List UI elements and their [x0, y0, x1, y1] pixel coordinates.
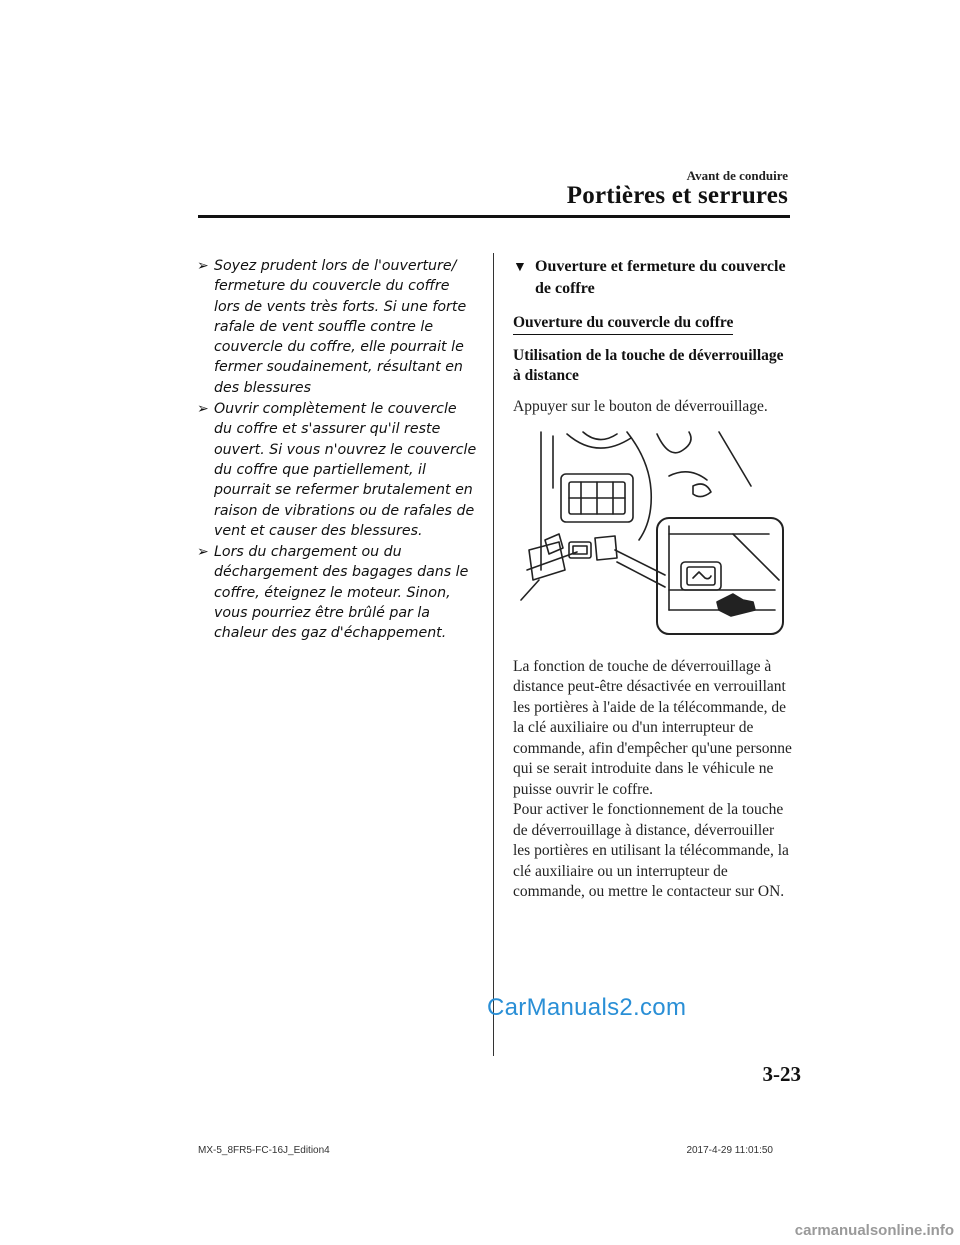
header-chapter: Portières et serrures [566, 182, 788, 209]
watermark-logo: CarManuals2.com [487, 994, 687, 1021]
note-disable: La fonction de touche de déverrouillage à distance peut-être désactivée en verrouillant les portières à l'aide de la télécommande, de la clé auxiliaire ou d'un interrupteur de commande, afin d'empêcher qu'une personne qui se serait introduite dans le véhicule ne puisse ouvrir le coffre. [513, 657, 792, 798]
section-heading-text: Ouverture et fermeture du couvercle de coffre [535, 258, 786, 297]
section-heading [513, 256, 793, 300]
note-enable: Pour activer le fonctionnement de la touche de déverrouillage à distance, déverrouiller les portières en utilisant la télécommande, la clé auxiliaire ou un interrupteur de commande, ou mettre le contacteur sur ON. [513, 801, 789, 900]
warning-text: Lors du chargement ou du déchargement des bagages dans le coffre, éteignez le moteur. Sinon, vous pourriez être brûlé par la chaleur des gaz d'échappement. [214, 544, 469, 642]
warnings-column [197, 256, 477, 645]
arrow-bullet-icon: ➢ [197, 544, 209, 561]
column-divider [493, 253, 494, 1056]
subsubheading: Utilisation de la touche de déverrouillage à distance [513, 347, 784, 384]
header-section: Avant de conduire [686, 168, 788, 183]
warning-text: Ouvrir complètement le couvercle du coffre et s'assurer qu'il reste ouvert. Si vous n'ouvrez le couvercle du coffre que partiellement, il pourrait se refermer brutalement en raison de vibrations ou de rafales de vent et causer des blessures. [214, 401, 477, 539]
warning-item [197, 256, 477, 398]
content-column [513, 256, 793, 903]
triangle-marker-icon: ▼ [513, 260, 527, 275]
footer-file-id: MX-5_8FR5-FC-16J_Edition4 [198, 1145, 330, 1156]
warning-text: Soyez prudent lors de l'ouverture/ fermeture du couvercle du coffre lors de vents très forts. Si une forte rafale de vent souffle contre le couvercle du coffre, elle pourrait le fermer soudainement, résultant en des blessures [214, 258, 467, 396]
warning-item [197, 399, 477, 541]
trunk-release-button-illustration [519, 430, 789, 638]
header-rule [198, 215, 790, 218]
subheading: Ouverture du couvercle du coffre [513, 313, 733, 335]
bottom-site-label: carmanualsonline.info [794, 1222, 954, 1239]
warning-item [197, 542, 477, 643]
arrow-bullet-icon: ➢ [197, 258, 209, 274]
arrow-bullet-icon: ➢ [197, 401, 209, 418]
instruction-text: Appuyer sur le bouton de déverrouillage. [513, 398, 768, 415]
page-number: 3-23 [762, 1062, 801, 1086]
footer-timestamp: 2017-4-29 11:01:50 [686, 1145, 773, 1156]
